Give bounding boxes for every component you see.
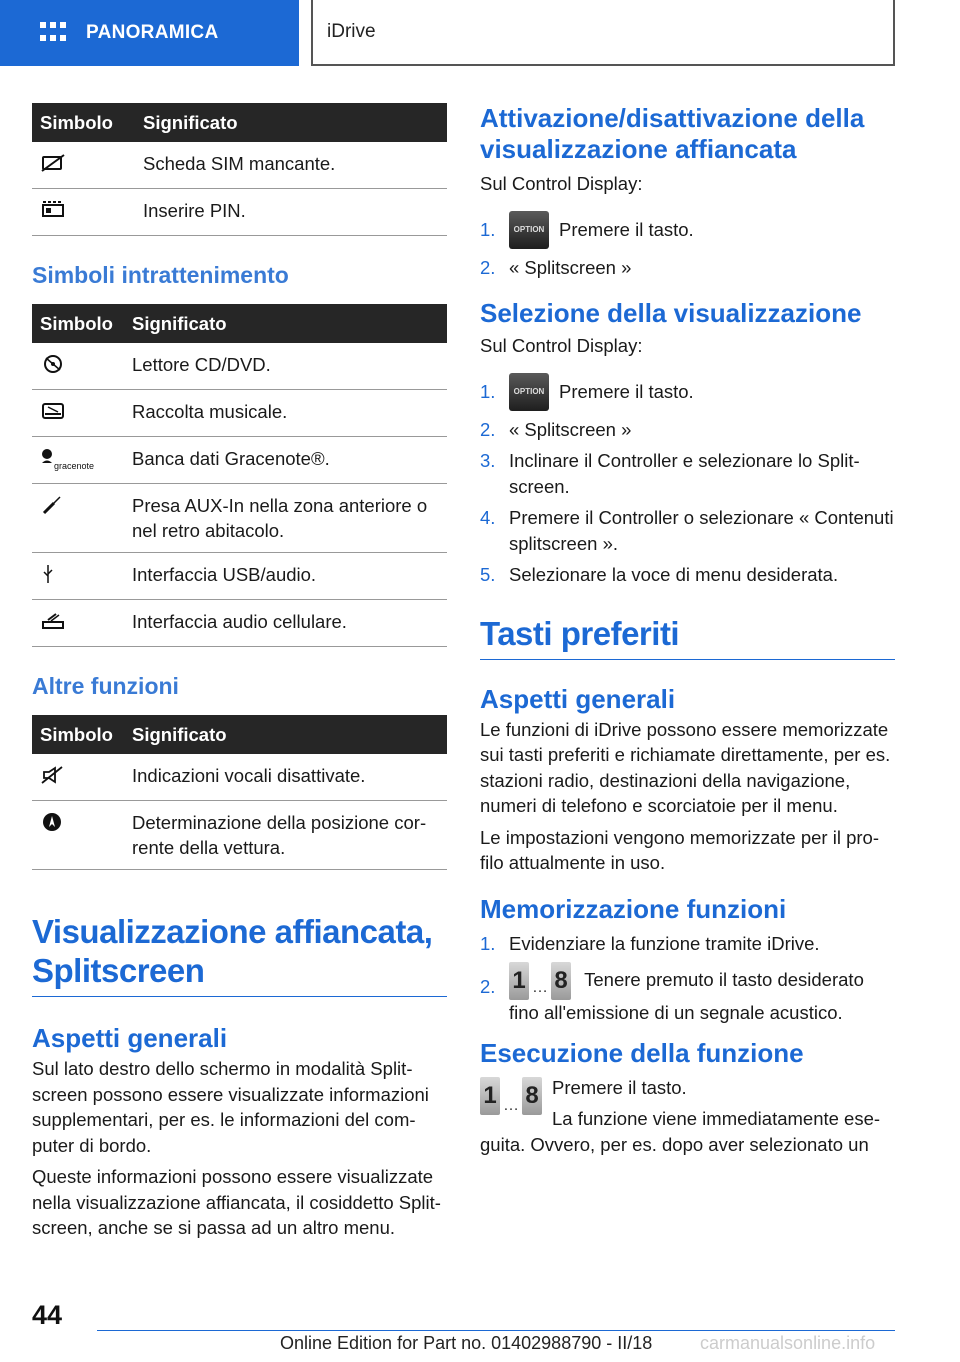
section-title: iDrive	[311, 0, 895, 66]
list-item: 1. OPTION Premere il tasto.	[480, 211, 895, 249]
list-item: 5. Selezionare la voce di menu desiderata.	[480, 564, 839, 585]
row-text: Inserire PIN.	[135, 189, 447, 236]
sim-missing-icon	[40, 153, 66, 173]
row-text: Banca dati Gracenote®.	[124, 437, 447, 484]
row-text: Presa AUX-In nella zona anteriore o nel retro abitacolo.	[124, 484, 447, 553]
favorites-general-heading: Aspetti generali	[480, 683, 676, 714]
table-row	[32, 754, 447, 801]
store-steps	[480, 931, 895, 1026]
favorite-key-8-icon: 8	[551, 962, 571, 1000]
list-item: 2. « Splitscreen »	[480, 256, 632, 278]
list-item: 4. Premere il Controller o selezionare « Contenuti splitscreen ».	[480, 507, 894, 554]
execute-function-heading: Esecuzione della funzione	[480, 1037, 804, 1068]
page-header	[0, 0, 960, 66]
store-functions-heading: Memorizzazione funzioni	[480, 893, 787, 924]
voice-off-icon	[40, 765, 66, 785]
option-key-icon: OPTION	[509, 211, 549, 249]
favorites-paragraph-2: Le impostazioni vengono memorizzate per il profilo attualmente in uso.	[480, 826, 879, 873]
activation-intro: Sul Control Display:	[480, 173, 643, 194]
row-text: Indicazioni vocali disattivate.	[124, 754, 447, 801]
selection-steps	[480, 373, 895, 588]
list-item: 1. Evidenziare la funzione tramite iDrive.	[480, 932, 820, 954]
page-number: 44	[32, 1300, 63, 1330]
pin-entry-icon	[40, 200, 66, 220]
overview-tab[interactable]	[0, 0, 299, 66]
col-header-meaning: Significato	[124, 304, 447, 343]
execute-paragraph-1: Premere il tasto.	[552, 1076, 687, 1098]
symbols-table-entertainment	[32, 304, 447, 647]
symbols-table-phone	[32, 103, 447, 236]
watermark: carmanualsonline.info	[700, 1333, 876, 1353]
table-row	[32, 484, 447, 553]
table-row	[32, 553, 447, 600]
cd-dvd-icon	[40, 354, 66, 374]
row-text: Lettore CD/DVD.	[124, 343, 447, 390]
table-row	[32, 600, 447, 647]
col-header-meaning: Significato	[135, 103, 447, 142]
list-item: 1. OPTION Premere il tasto.	[480, 373, 895, 411]
usb-icon	[40, 564, 66, 584]
col-header-symbol: Simbolo	[32, 103, 135, 142]
splitscreen-heading: Visualizzazione affiancata, Splitscreen	[32, 912, 447, 997]
activation-heading: Attivazione/disattivazione della visualizzazione affiancata	[480, 103, 865, 164]
symbols-table-other	[32, 715, 447, 870]
left-column	[32, 103, 447, 1241]
activation-steps	[480, 211, 895, 281]
phone-audio-icon	[40, 611, 66, 631]
row-text: Raccolta musicale.	[124, 390, 447, 437]
entertainment-heading: Simboli intrattenimento	[32, 262, 289, 288]
footer-divider	[97, 1330, 895, 1331]
table-row	[32, 189, 447, 236]
list-item: 3. Inclinare il Controller e selezionare lo Splitscreen.	[480, 450, 860, 497]
right-column	[480, 103, 895, 1157]
favorites-heading: Tasti preferiti	[480, 614, 895, 660]
table-row	[32, 142, 447, 189]
footer-edition: Online Edition for Part no. 01402988790 - II/18	[280, 1333, 653, 1353]
list-item: 2. « Splitscreen »	[480, 418, 632, 440]
splitscreen-paragraph-2: Queste informazioni possono essere visualizzate nella visualizzazione affiancata, il cosiddetto Splitscreen, anche se si passa ad un altro menu.	[32, 1166, 441, 1238]
overview-tab-label: PANORAMICA	[86, 22, 219, 43]
grid-icon	[40, 22, 66, 44]
general-aspects-heading: Aspetti generali	[32, 1023, 228, 1053]
selection-intro: Sul Control Display:	[480, 335, 643, 356]
list-item: 2. 1 … 8 Tenere premuto il tasto desiderato fino all'emissione di un segnale acustico.	[480, 962, 895, 1026]
table-row	[32, 801, 447, 870]
aux-in-icon	[40, 495, 66, 515]
execute-paragraph-2: La funzione viene immediatamente eseguita. Ovvero, per es. dopo aver selezionato un	[480, 1108, 881, 1155]
table-row	[32, 343, 447, 390]
col-header-symbol: Simbolo	[32, 715, 124, 754]
favorite-key-1-icon: 1	[509, 962, 529, 1000]
row-text: Interfaccia audio cellulare.	[124, 600, 447, 647]
table-row	[32, 437, 447, 484]
splitscreen-paragraph-1: Sul lato destro dello schermo in modalità Splitscreen possono essere visualizzate informazioni supplementari, per es. le informazioni del computer di bordo.	[32, 1058, 429, 1156]
row-text: Interfaccia USB/audio.	[124, 553, 447, 600]
col-header-meaning: Significato	[124, 715, 447, 754]
table-row	[32, 390, 447, 437]
gracenote-icon: gracenote	[40, 448, 104, 468]
row-text: Determinazione della posizione corrente della vettura.	[124, 801, 447, 870]
execute-function-block	[480, 1075, 895, 1158]
favorites-paragraph-1: Le funzioni di iDrive possono essere memorizzate sui tasti preferiti e richiamate direttamente, per es. stazioni radio, destinazioni della navigazione, numeri di telefono e scorciatoie per il menu.	[480, 718, 891, 816]
favorite-keys-icon: 1 … 8	[480, 1077, 542, 1115]
row-text: Scheda SIM mancante.	[135, 142, 447, 189]
position-icon	[40, 812, 66, 832]
other-functions-heading: Altre funzioni	[32, 673, 179, 699]
col-header-symbol: Simbolo	[32, 304, 124, 343]
music-collection-icon	[40, 401, 66, 421]
selection-heading: Selezione della visualizzazione	[480, 298, 862, 328]
option-key-icon: OPTION	[509, 373, 549, 411]
